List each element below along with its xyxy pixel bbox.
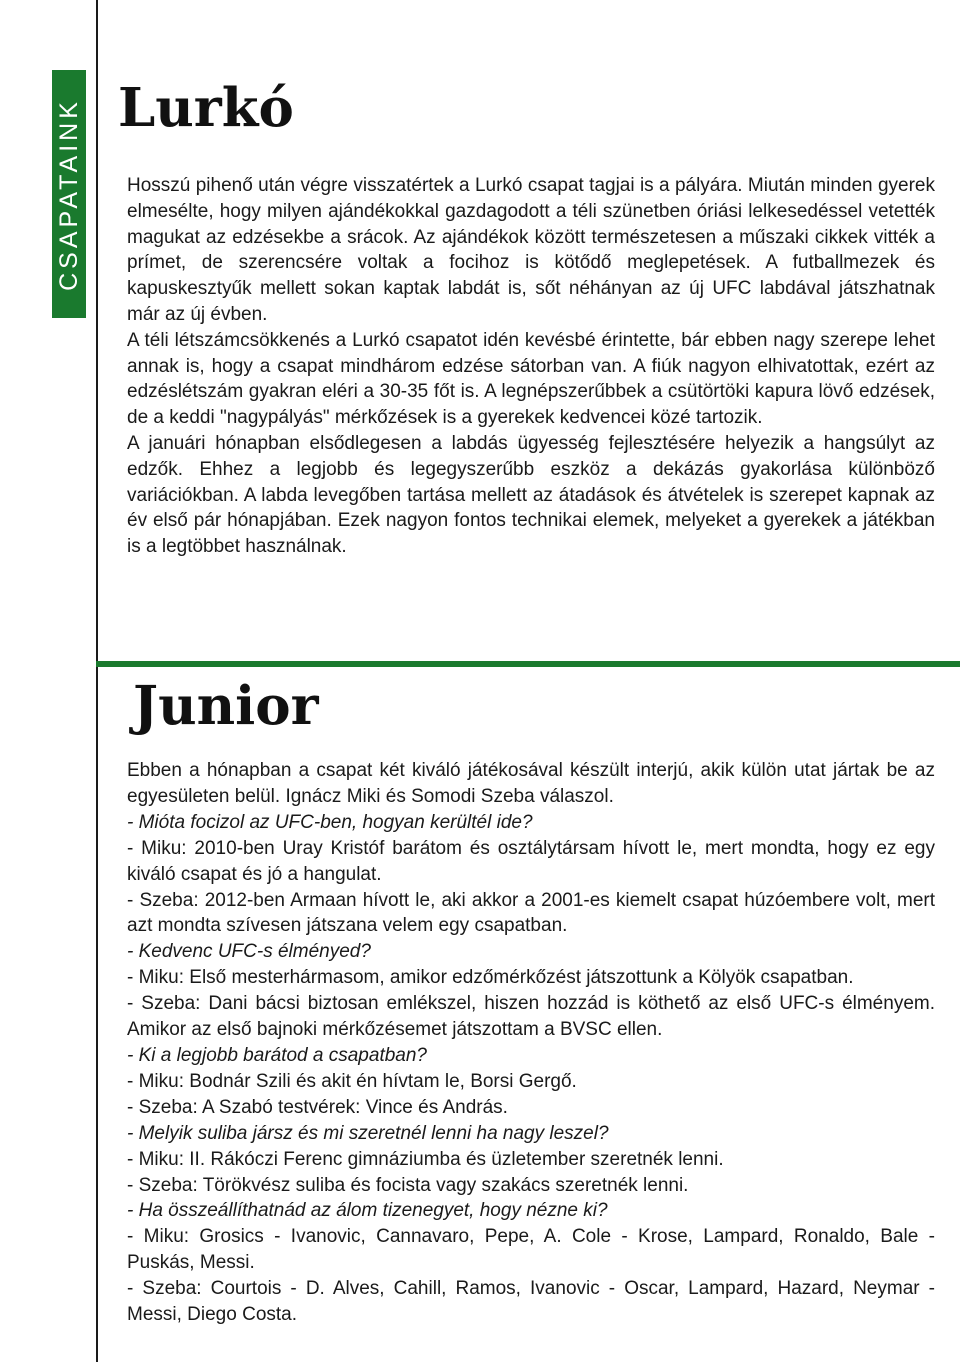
- interview-answer: - Szeba: 2012-ben Armaan hívott le, aki akkor a 2001-es kiemelt csapat húzóembere volt, mert azt mondta szívesen játszana velem egy csapatban.: [127, 889, 935, 937]
- lurko-article: [127, 173, 935, 560]
- interview-answer: - Miku: Első mesterhármasom, amikor edzőmérkőzést játszottunk a Kölyök csapatban.: [127, 967, 854, 989]
- lurko-title: Lurkó: [118, 77, 294, 139]
- section-tab-label: CSAPATAINK: [54, 97, 83, 291]
- junior-title: Junior: [133, 675, 319, 737]
- interview-question: - Kedvenc UFC-s élményed?: [127, 941, 371, 963]
- interview-question: - Ki a legjobb barátod a csapatban?: [127, 1044, 427, 1066]
- interview-question: - Mióta focizol az UFC-ben, hogyan kerültél ide?: [127, 811, 533, 833]
- interview-answer: - Szeba: Courtois - D. Alves, Cahill, Ramos, Ivanovic - Oscar, Lampard, Hazard, Neymar - Messi, Diego Costa.: [127, 1278, 935, 1326]
- lurko-paragraph: A téli létszámcsökkenés a Lurkó csapatot idén kevésbé érintette, bár ebben nagy szerepe lehet annak is, hogy a csapat mindhárom edzése sátorban van. A fiúk nagyon elhivatottak, ezért az edzéslétszám gyakran eléri a 30-35 főt is. A legnépszerűbbek a csütörtöki kapura lövő edzések, de a keddi "nagypályás" mérkőzések is a gyerekek kedvencei közé tartozik.: [127, 329, 935, 429]
- vertical-rule: [96, 0, 98, 1362]
- junior-intro: Ebben a hónapban a csapat két kiváló játékosával készült interjú, akik külön utat jártak be az egyesületen belül. Ignácz Miki és Somodi Szeba válaszol.: [127, 760, 935, 807]
- interview-answer: - Szeba: Törökvész suliba és focista vagy szakács szeretnék lenni.: [127, 1174, 689, 1196]
- interview-answer: - Miku: 2010-ben Uray Kristóf barátom és osztálytársam hívott le, mert mondta, hogy ez egy kiváló csapat és jó a hangulat.: [127, 837, 935, 885]
- interview-question: - Melyik suliba jársz és mi szeretnél lenni ha nagy leszel?: [127, 1122, 609, 1144]
- junior-article: [127, 758, 935, 1328]
- lurko-paragraph: A januári hónapban elsődlegesen a labdás ügyesség fejlesztésére helyezik a hangsúlyt az edzők. Ehhez a legjobb és legegyszerűbb eszköz a dekázás gyakorlása különböző variációkban. A labda levegőben tartása mellett az átadások és átvételek is szerepet kapnak az év első pár hónapjában. Ezek nagyon fontos technikai elemek, melyeket a gyerekek a játékban is a legtöbbet használnak.: [127, 432, 935, 558]
- section-divider: [96, 661, 960, 667]
- interview-answer: - Szeba: A Szabó testvérek: Vince és András.: [127, 1096, 508, 1118]
- interview-answer: - Miku: Bodnár Szili és akit én hívtam le, Borsi Gergő.: [127, 1070, 577, 1092]
- lurko-paragraph: Hosszú pihenő után végre visszatértek a Lurkó csapat tagjai is a pályára. Miután minden gyerek elmesélte, hogy milyen ajándékokkal gazdagodott a téli szünetben óriási lelkesedéssel vetették magukat az edzésekbe a srácok. Az ajándékok között természetesen a műszaki cikkek vitték a prímet, de szerencsére voltak a focihoz is kötődő meglepetések. A futballmezek és kapuskesztyűk mellett sokan kaptak labdát is, sőt néhányan az új UFC labdával játszhatnak már az új évben.: [127, 175, 935, 325]
- interview-answer: - Miku: II. Rákóczi Ferenc gimnáziumba és üzletember szeretnék lenni.: [127, 1148, 724, 1170]
- section-tab: [52, 70, 86, 318]
- interview-question: - Ha összeállíthatnád az álom tizenegyet, hogy nézne ki?: [127, 1200, 608, 1222]
- interview-answer: - Miku: Grosics - Ivanovic, Cannavaro, Pepe, A. Cole - Krose, Lampard, Ronaldo, Bale - Puskás, Messi.: [127, 1226, 935, 1274]
- interview-answer: - Szeba: Dani bácsi biztosan emlékszel, hiszen hozzád is köthető az első UFC-s élményem. Amikor az első bajnoki mérkőzésemet játszottam a BVSC ellen.: [127, 993, 935, 1041]
